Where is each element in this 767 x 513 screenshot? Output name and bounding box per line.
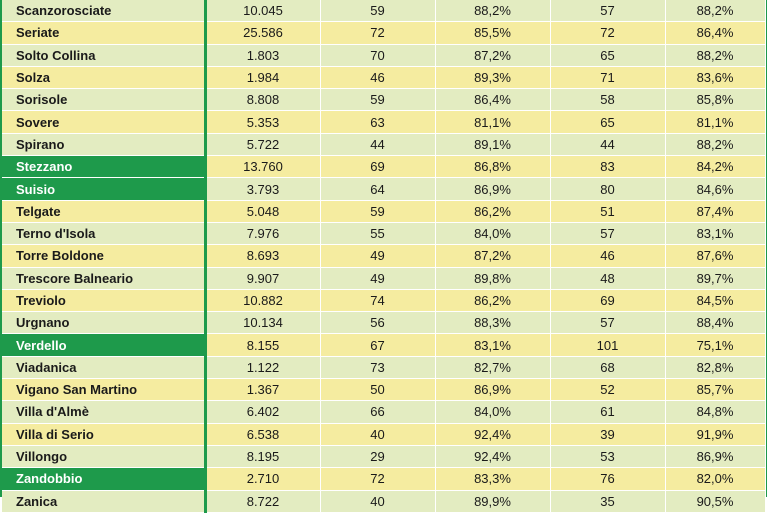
percent-b-cell: 87,6% [665,245,765,267]
municipality-name: Sorisole [2,89,205,111]
population-cell: 7.976 [205,222,320,244]
value-b-cell: 44 [550,133,665,155]
table-row [2,490,765,512]
value-a-cell: 64 [320,178,435,200]
value-b-cell: 83 [550,156,665,178]
table-row [2,44,765,66]
table-row [2,178,765,200]
value-b-cell: 61 [550,401,665,423]
percent-b-cell: 89,7% [665,267,765,289]
municipality-name: Telgate [2,200,205,222]
table-row [2,156,765,178]
percent-b-cell: 88,2% [665,0,765,22]
percent-b-cell: 84,2% [665,156,765,178]
percent-b-cell: 75,1% [665,334,765,356]
value-a-cell: 73 [320,356,435,378]
percent-a-cell: 89,8% [435,267,550,289]
municipality-name: Solza [2,66,205,88]
municipality-name: Scanzorosciate [2,0,205,22]
value-a-cell: 56 [320,312,435,334]
table-row [2,66,765,88]
municipality-name: Solto Collina [2,44,205,66]
value-b-cell: 51 [550,200,665,222]
percent-b-cell: 83,1% [665,222,765,244]
population-cell: 3.793 [205,178,320,200]
percent-b-cell: 91,9% [665,423,765,445]
municipality-name: Vigano San Martino [2,379,205,401]
percent-a-cell: 86,2% [435,200,550,222]
percent-a-cell: 81,1% [435,111,550,133]
table-row [2,0,765,22]
municipality-name: Spirano [2,133,205,155]
municipality-name: Suisio [2,178,205,200]
table-row [2,468,765,490]
value-a-cell: 72 [320,468,435,490]
value-a-cell: 46 [320,66,435,88]
municipality-name: Seriate [2,22,205,44]
table-row [2,267,765,289]
value-a-cell: 40 [320,490,435,512]
percent-a-cell: 82,7% [435,356,550,378]
percent-b-cell: 85,8% [665,89,765,111]
value-b-cell: 57 [550,222,665,244]
population-cell: 2.710 [205,468,320,490]
value-a-cell: 50 [320,379,435,401]
percent-b-cell: 82,8% [665,356,765,378]
table-row [2,423,765,445]
municipality-name: Villa d'Almè [2,401,205,423]
table-row [2,133,765,155]
value-a-cell: 66 [320,401,435,423]
population-cell: 5.722 [205,133,320,155]
population-cell: 8.722 [205,490,320,512]
population-cell: 10.134 [205,312,320,334]
percent-a-cell: 86,8% [435,156,550,178]
table-row [2,222,765,244]
percent-a-cell: 89,9% [435,490,550,512]
value-a-cell: 67 [320,334,435,356]
population-cell: 5.048 [205,200,320,222]
municipality-name: Sovere [2,111,205,133]
value-b-cell: 68 [550,356,665,378]
table-row [2,379,765,401]
population-cell: 1.367 [205,379,320,401]
population-cell: 8.195 [205,445,320,467]
value-a-cell: 59 [320,0,435,22]
table-row [2,89,765,111]
table-row [2,312,765,334]
percent-a-cell: 89,3% [435,66,550,88]
municipality-name: Viadanica [2,356,205,378]
percent-b-cell: 88,4% [665,312,765,334]
percent-a-cell: 88,3% [435,312,550,334]
population-cell: 8.155 [205,334,320,356]
population-cell: 1.122 [205,356,320,378]
percent-a-cell: 86,4% [435,89,550,111]
value-b-cell: 71 [550,66,665,88]
percent-a-cell: 86,2% [435,289,550,311]
municipality-name: Treviolo [2,289,205,311]
value-a-cell: 70 [320,44,435,66]
value-b-cell: 76 [550,468,665,490]
population-cell: 8.693 [205,245,320,267]
value-a-cell: 49 [320,267,435,289]
value-b-cell: 35 [550,490,665,512]
value-b-cell: 69 [550,289,665,311]
value-a-cell: 69 [320,156,435,178]
table-row [2,334,765,356]
value-a-cell: 44 [320,133,435,155]
percent-b-cell: 88,2% [665,44,765,66]
population-cell: 6.402 [205,401,320,423]
value-b-cell: 53 [550,445,665,467]
table-row [2,111,765,133]
value-a-cell: 74 [320,289,435,311]
population-cell: 1.984 [205,66,320,88]
population-cell: 13.760 [205,156,320,178]
percent-a-cell: 86,9% [435,178,550,200]
municipality-name: Zanica [2,490,205,512]
municipality-name: Terno d'Isola [2,222,205,244]
value-b-cell: 58 [550,89,665,111]
value-b-cell: 52 [550,379,665,401]
percent-a-cell: 87,2% [435,245,550,267]
percent-b-cell: 81,1% [665,111,765,133]
percent-b-cell: 85,7% [665,379,765,401]
value-b-cell: 65 [550,111,665,133]
population-cell: 5.353 [205,111,320,133]
municipality-table [2,0,766,513]
value-b-cell: 65 [550,44,665,66]
value-a-cell: 49 [320,245,435,267]
value-b-cell: 39 [550,423,665,445]
municipality-name: Verdello [2,334,205,356]
percent-a-cell: 87,2% [435,44,550,66]
percent-b-cell: 86,4% [665,22,765,44]
table-row [2,356,765,378]
percent-b-cell: 86,9% [665,445,765,467]
municipality-name: Trescore Balneario [2,267,205,289]
value-a-cell: 29 [320,445,435,467]
municipality-name: Stezzano [2,156,205,178]
value-b-cell: 57 [550,312,665,334]
percent-a-cell: 92,4% [435,423,550,445]
value-b-cell: 48 [550,267,665,289]
value-a-cell: 59 [320,200,435,222]
value-a-cell: 59 [320,89,435,111]
municipality-name: Zandobbio [2,468,205,490]
municipality-name: Urgnano [2,312,205,334]
population-cell: 1.803 [205,44,320,66]
percent-a-cell: 86,9% [435,379,550,401]
value-a-cell: 63 [320,111,435,133]
population-cell: 9.907 [205,267,320,289]
value-b-cell: 72 [550,22,665,44]
table-body [2,0,765,512]
percent-a-cell: 89,1% [435,133,550,155]
value-b-cell: 80 [550,178,665,200]
population-cell: 6.538 [205,423,320,445]
population-cell: 10.882 [205,289,320,311]
value-a-cell: 40 [320,423,435,445]
municipality-name: Villa di Serio [2,423,205,445]
municipality-name: Torre Boldone [2,245,205,267]
table-row [2,245,765,267]
value-a-cell: 55 [320,222,435,244]
percent-a-cell: 83,3% [435,468,550,490]
percent-b-cell: 84,5% [665,289,765,311]
value-a-cell: 72 [320,22,435,44]
population-cell: 25.586 [205,22,320,44]
percent-a-cell: 84,0% [435,401,550,423]
percent-a-cell: 85,5% [435,22,550,44]
percent-a-cell: 92,4% [435,445,550,467]
percent-b-cell: 88,2% [665,133,765,155]
table-row [2,200,765,222]
value-b-cell: 46 [550,245,665,267]
percent-b-cell: 84,8% [665,401,765,423]
value-b-cell: 101 [550,334,665,356]
table-row [2,401,765,423]
percent-b-cell: 90,5% [665,490,765,512]
percent-b-cell: 84,6% [665,178,765,200]
population-cell: 10.045 [205,0,320,22]
value-b-cell: 57 [550,0,665,22]
table-row [2,22,765,44]
percent-a-cell: 88,2% [435,0,550,22]
percent-a-cell: 84,0% [435,222,550,244]
table-row [2,289,765,311]
percent-a-cell: 83,1% [435,334,550,356]
population-cell: 8.808 [205,89,320,111]
percent-b-cell: 83,6% [665,66,765,88]
table-row [2,445,765,467]
municipality-name: Villongo [2,445,205,467]
percent-b-cell: 87,4% [665,200,765,222]
percent-b-cell: 82,0% [665,468,765,490]
